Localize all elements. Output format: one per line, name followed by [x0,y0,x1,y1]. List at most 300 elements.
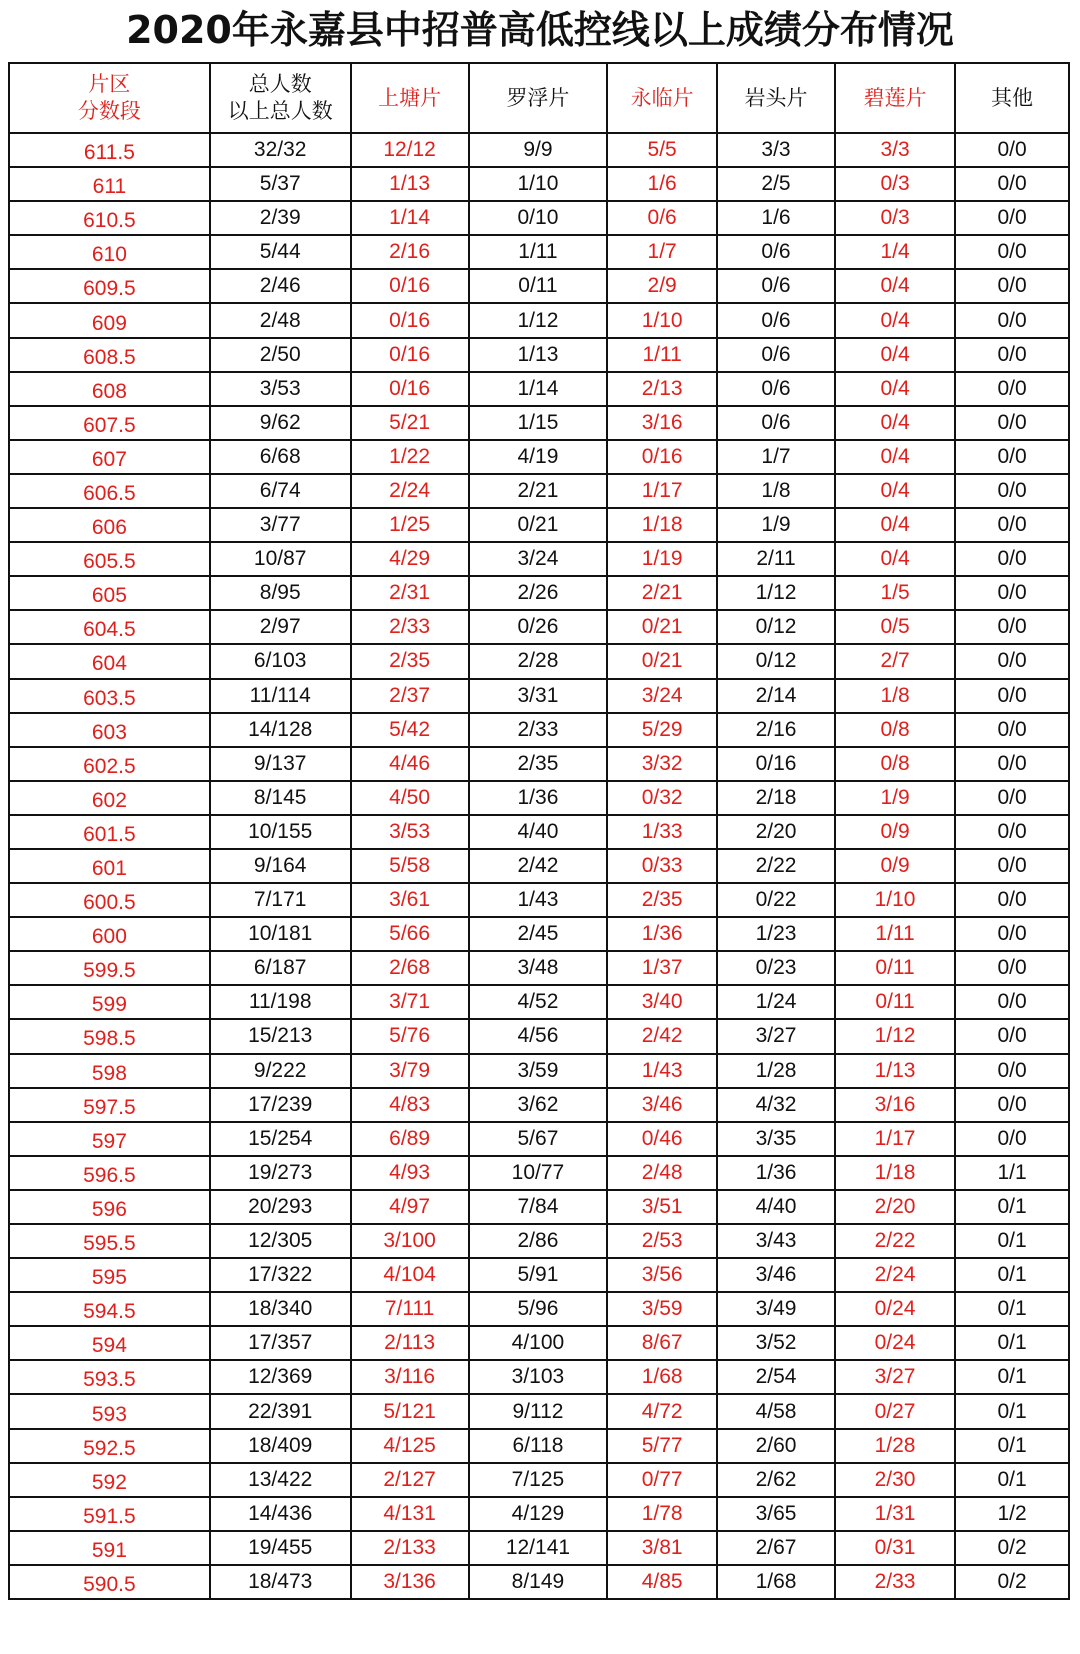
score-distribution-table-wrapper [8,62,1070,1600]
yonglin-cell: 1/10 [607,303,717,337]
other-cell: 0/0 [955,917,1069,951]
total-cell: 19/455 [210,1531,351,1565]
yonglin-cell: 5/77 [607,1429,717,1463]
yantou-cell: 0/6 [717,372,835,406]
bilian-cell: 0/8 [835,713,955,747]
bilian-cell: 0/4 [835,406,955,440]
bilian-cell: 0/27 [835,1394,955,1428]
other-cell: 0/0 [955,849,1069,883]
score-cell: 602 [9,781,210,815]
score-cell: 591 [9,1531,210,1565]
bilian-cell: 0/9 [835,849,955,883]
yantou-cell: 2/14 [717,679,835,713]
yantou-cell: 0/12 [717,610,835,644]
table-row [9,542,1069,576]
luofu-cell: 3/62 [469,1088,608,1122]
other-cell: 0/1 [955,1394,1069,1428]
luofu-cell: 4/100 [469,1326,608,1360]
shangtang-cell: 4/97 [351,1190,469,1224]
score-cell: 600.5 [9,883,210,917]
total-cell: 19/273 [210,1156,351,1190]
yantou-cell: 4/58 [717,1394,835,1428]
other-cell: 0/0 [955,644,1069,678]
score-cell: 604 [9,644,210,678]
table-row [9,201,1069,235]
score-cell: 592.5 [9,1429,210,1463]
yonglin-cell: 3/59 [607,1292,717,1326]
score-cell: 601 [9,849,210,883]
table-row [9,747,1069,781]
yantou-cell: 2/20 [717,815,835,849]
luofu-cell: 2/45 [469,917,608,951]
luofu-cell: 4/40 [469,815,608,849]
table-row [9,1497,1069,1531]
yantou-cell: 1/28 [717,1054,835,1088]
table-row [9,1292,1069,1326]
total-cell: 32/32 [210,133,351,167]
luofu-cell: 4/56 [469,1019,608,1053]
shangtang-cell: 2/33 [351,610,469,644]
yantou-cell: 1/12 [717,576,835,610]
other-cell: 0/0 [955,133,1069,167]
yonglin-cell: 3/32 [607,747,717,781]
bilian-cell: 1/4 [835,235,955,269]
score-cell: 606 [9,508,210,542]
total-cell: 2/97 [210,610,351,644]
total-cell: 9/62 [210,406,351,440]
yantou-cell: 3/43 [717,1224,835,1258]
yantou-cell: 0/6 [717,338,835,372]
yonglin-cell: 1/6 [607,167,717,201]
score-cell: 598.5 [9,1019,210,1053]
score-cell: 595 [9,1258,210,1292]
yantou-cell: 2/62 [717,1463,835,1497]
total-cell: 20/293 [210,1190,351,1224]
score-cell: 600 [9,917,210,951]
page-title: 2020年永嘉县中招普高低控线以上成绩分布情况 [126,8,954,52]
shangtang-cell: 0/16 [351,372,469,406]
table-row [9,1258,1069,1292]
total-cell: 11/114 [210,679,351,713]
shangtang-cell: 12/12 [351,133,469,167]
luofu-cell: 3/31 [469,679,608,713]
yonglin-cell: 5/5 [607,133,717,167]
other-cell: 0/0 [955,303,1069,337]
yonglin-cell: 0/6 [607,201,717,235]
other-cell: 0/0 [955,610,1069,644]
total-cell: 15/213 [210,1019,351,1053]
table-row [9,406,1069,440]
total-cell: 14/436 [210,1497,351,1531]
other-cell: 0/1 [955,1360,1069,1394]
score-cell: 601.5 [9,815,210,849]
score-cell: 603 [9,713,210,747]
bilian-cell: 1/8 [835,679,955,713]
other-cell: 0/0 [955,815,1069,849]
yonglin-cell: 3/40 [607,985,717,1019]
shangtang-cell: 4/131 [351,1497,469,1531]
yonglin-cell: 3/51 [607,1190,717,1224]
table-row [9,985,1069,1019]
shangtang-cell: 5/66 [351,917,469,951]
yantou-cell: 0/6 [717,269,835,303]
shangtang-cell: 2/113 [351,1326,469,1360]
total-cell: 7/171 [210,883,351,917]
bilian-cell: 0/8 [835,747,955,781]
shangtang-cell: 5/121 [351,1394,469,1428]
bilian-cell: 0/3 [835,201,955,235]
yantou-cell: 2/67 [717,1531,835,1565]
table-row [9,1326,1069,1360]
luofu-cell: 7/125 [469,1463,608,1497]
table-row [9,303,1069,337]
header-yantou: 岩头片 [717,63,835,133]
yantou-cell: 2/54 [717,1360,835,1394]
yantou-cell: 1/7 [717,440,835,474]
luofu-cell: 0/26 [469,610,608,644]
other-cell: 0/1 [955,1292,1069,1326]
score-cell: 610 [9,235,210,269]
total-cell: 15/254 [210,1122,351,1156]
score-cell: 604.5 [9,610,210,644]
table-row [9,917,1069,951]
yonglin-cell: 2/13 [607,372,717,406]
shangtang-cell: 2/133 [351,1531,469,1565]
score-cell: 608.5 [9,338,210,372]
shangtang-cell: 0/16 [351,269,469,303]
yantou-cell: 0/6 [717,303,835,337]
luofu-cell: 12/141 [469,1531,608,1565]
other-cell: 0/2 [955,1531,1069,1565]
header-total-line1: 总人数 [248,72,312,96]
total-cell: 10/87 [210,542,351,576]
score-cell: 595.5 [9,1224,210,1258]
other-cell: 0/0 [955,474,1069,508]
total-cell: 6/68 [210,440,351,474]
shangtang-cell: 1/22 [351,440,469,474]
yonglin-cell: 1/19 [607,542,717,576]
other-cell: 0/1 [955,1224,1069,1258]
bilian-cell: 0/4 [835,474,955,508]
score-cell: 609.5 [9,269,210,303]
total-cell: 9/222 [210,1054,351,1088]
total-cell: 11/198 [210,985,351,1019]
shangtang-cell: 2/127 [351,1463,469,1497]
luofu-cell: 6/118 [469,1429,608,1463]
yantou-cell: 3/3 [717,133,835,167]
table-row [9,1565,1069,1599]
yonglin-cell: 1/37 [607,951,717,985]
luofu-cell: 3/24 [469,542,608,576]
luofu-cell: 3/103 [469,1360,608,1394]
other-cell: 0/0 [955,1054,1069,1088]
yantou-cell: 0/16 [717,747,835,781]
yantou-cell: 2/60 [717,1429,835,1463]
other-cell: 0/0 [955,508,1069,542]
bilian-cell: 0/4 [835,440,955,474]
score-cell: 597.5 [9,1088,210,1122]
yonglin-cell: 1/17 [607,474,717,508]
yonglin-cell: 0/16 [607,440,717,474]
yantou-cell: 3/27 [717,1019,835,1053]
shangtang-cell: 7/111 [351,1292,469,1326]
total-cell: 18/340 [210,1292,351,1326]
other-cell: 1/2 [955,1497,1069,1531]
yonglin-cell: 1/43 [607,1054,717,1088]
table-row [9,1122,1069,1156]
luofu-cell: 0/21 [469,508,608,542]
yonglin-cell: 1/18 [607,508,717,542]
total-cell: 6/187 [210,951,351,985]
yonglin-cell: 2/42 [607,1019,717,1053]
yonglin-cell: 2/53 [607,1224,717,1258]
score-cell: 593 [9,1394,210,1428]
score-cell: 610.5 [9,201,210,235]
table-row [9,1360,1069,1394]
table-row [9,338,1069,372]
header-bilian: 碧莲片 [835,63,955,133]
luofu-cell: 2/86 [469,1224,608,1258]
yantou-cell: 3/35 [717,1122,835,1156]
score-cell: 607 [9,440,210,474]
header-shangtang: 上塘片 [351,63,469,133]
yonglin-cell: 5/29 [607,713,717,747]
shangtang-cell: 2/37 [351,679,469,713]
shangtang-cell: 4/46 [351,747,469,781]
score-cell: 592 [9,1463,210,1497]
luofu-cell: 1/13 [469,338,608,372]
header-luofu: 罗浮片 [469,63,608,133]
table-row [9,883,1069,917]
other-cell: 0/0 [955,440,1069,474]
yantou-cell: 1/6 [717,201,835,235]
score-cell: 602.5 [9,747,210,781]
other-cell: 0/0 [955,372,1069,406]
table-row [9,1190,1069,1224]
yonglin-cell: 0/21 [607,644,717,678]
shangtang-cell: 1/13 [351,167,469,201]
yonglin-cell: 2/48 [607,1156,717,1190]
score-cell: 609 [9,303,210,337]
yantou-cell: 2/18 [717,781,835,815]
total-cell: 2/50 [210,338,351,372]
table-row [9,1463,1069,1497]
other-cell: 0/0 [955,679,1069,713]
yonglin-cell: 1/33 [607,815,717,849]
table-row [9,133,1069,167]
shangtang-cell: 3/61 [351,883,469,917]
total-cell: 17/239 [210,1088,351,1122]
total-cell: 12/305 [210,1224,351,1258]
bilian-cell: 0/4 [835,372,955,406]
other-cell: 0/0 [955,883,1069,917]
bilian-cell: 3/27 [835,1360,955,1394]
yonglin-cell: 2/21 [607,576,717,610]
shangtang-cell: 4/93 [351,1156,469,1190]
header-row [9,63,1069,133]
luofu-cell: 0/10 [469,201,608,235]
bilian-cell: 0/3 [835,167,955,201]
score-cell: 611.5 [9,133,210,167]
luofu-cell: 1/11 [469,235,608,269]
yonglin-cell: 3/81 [607,1531,717,1565]
total-cell: 8/145 [210,781,351,815]
total-cell: 9/137 [210,747,351,781]
bilian-cell: 0/5 [835,610,955,644]
bilian-cell: 1/28 [835,1429,955,1463]
score-cell: 597 [9,1122,210,1156]
score-cell: 590.5 [9,1565,210,1599]
table-row [9,815,1069,849]
other-cell: 0/0 [955,951,1069,985]
other-cell: 1/1 [955,1156,1069,1190]
table-row [9,713,1069,747]
shangtang-cell: 1/14 [351,201,469,235]
yantou-cell: 1/68 [717,1565,835,1599]
yonglin-cell: 0/46 [607,1122,717,1156]
score-cell: 594 [9,1326,210,1360]
total-cell: 2/46 [210,269,351,303]
yonglin-cell: 4/85 [607,1565,717,1599]
bilian-cell: 0/9 [835,815,955,849]
table-row [9,372,1069,406]
yantou-cell: 4/40 [717,1190,835,1224]
table-body [9,133,1069,1599]
shangtang-cell: 4/50 [351,781,469,815]
header-total-line2: 以上总人数 [227,99,333,123]
other-cell: 0/1 [955,1190,1069,1224]
yantou-cell: 4/32 [717,1088,835,1122]
bilian-cell: 1/18 [835,1156,955,1190]
total-cell: 13/422 [210,1463,351,1497]
header-score-label: 分数段 [77,99,141,123]
yonglin-cell: 2/9 [607,269,717,303]
other-cell: 0/1 [955,1326,1069,1360]
other-cell: 0/0 [955,713,1069,747]
other-cell: 0/0 [955,781,1069,815]
yantou-cell: 3/52 [717,1326,835,1360]
luofu-cell: 7/84 [469,1190,608,1224]
total-cell: 6/74 [210,474,351,508]
shangtang-cell: 2/31 [351,576,469,610]
bilian-cell: 0/11 [835,951,955,985]
score-cell: 598 [9,1054,210,1088]
bilian-cell: 2/22 [835,1224,955,1258]
bilian-cell: 0/4 [835,542,955,576]
table-row [9,440,1069,474]
other-cell: 0/1 [955,1429,1069,1463]
luofu-cell: 9/112 [469,1394,608,1428]
yantou-cell: 2/11 [717,542,835,576]
total-cell: 17/322 [210,1258,351,1292]
bilian-cell: 0/4 [835,303,955,337]
shangtang-cell: 1/25 [351,508,469,542]
other-cell: 0/0 [955,1122,1069,1156]
total-cell: 3/77 [210,508,351,542]
score-cell: 607.5 [9,406,210,440]
other-cell: 0/0 [955,542,1069,576]
bilian-cell: 2/24 [835,1258,955,1292]
total-cell: 12/369 [210,1360,351,1394]
score-cell: 599 [9,985,210,1019]
luofu-cell: 3/59 [469,1054,608,1088]
header-other: 其他 [955,63,1069,133]
yantou-cell: 3/65 [717,1497,835,1531]
other-cell: 0/0 [955,201,1069,235]
luofu-cell: 2/28 [469,644,608,678]
shangtang-cell: 6/89 [351,1122,469,1156]
bilian-cell: 2/20 [835,1190,955,1224]
total-cell: 10/155 [210,815,351,849]
other-cell: 0/0 [955,576,1069,610]
yonglin-cell: 8/67 [607,1326,717,1360]
table-row [9,1019,1069,1053]
luofu-cell: 9/9 [469,133,608,167]
other-cell: 0/0 [955,1088,1069,1122]
table-row [9,781,1069,815]
yantou-cell: 1/8 [717,474,835,508]
header-yonglin: 永临片 [607,63,717,133]
bilian-cell: 0/31 [835,1531,955,1565]
score-cell: 599.5 [9,951,210,985]
yantou-cell: 1/9 [717,508,835,542]
shangtang-cell: 4/29 [351,542,469,576]
luofu-cell: 2/42 [469,849,608,883]
score-cell: 611 [9,167,210,201]
luofu-cell: 1/14 [469,372,608,406]
score-cell: 593.5 [9,1360,210,1394]
luofu-cell: 2/26 [469,576,608,610]
total-cell: 22/391 [210,1394,351,1428]
bilian-cell: 0/24 [835,1326,955,1360]
shangtang-cell: 2/68 [351,951,469,985]
yonglin-cell: 1/11 [607,338,717,372]
table-row [9,679,1069,713]
bilian-cell: 1/11 [835,917,955,951]
yonglin-cell: 1/7 [607,235,717,269]
bilian-cell: 0/4 [835,338,955,372]
yantou-cell: 3/49 [717,1292,835,1326]
luofu-cell: 1/15 [469,406,608,440]
shangtang-cell: 3/53 [351,815,469,849]
yonglin-cell: 1/36 [607,917,717,951]
total-cell: 18/473 [210,1565,351,1599]
table-row [9,269,1069,303]
other-cell: 0/2 [955,1565,1069,1599]
bilian-cell: 2/33 [835,1565,955,1599]
luofu-cell: 5/91 [469,1258,608,1292]
bilian-cell: 1/5 [835,576,955,610]
table-row [9,1054,1069,1088]
shangtang-cell: 3/100 [351,1224,469,1258]
table-row [9,1429,1069,1463]
yonglin-cell: 4/72 [607,1394,717,1428]
yantou-cell: 2/5 [717,167,835,201]
score-cell: 603.5 [9,679,210,713]
other-cell: 0/0 [955,235,1069,269]
table-row [9,474,1069,508]
luofu-cell: 4/52 [469,985,608,1019]
other-cell: 0/0 [955,269,1069,303]
table-row [9,849,1069,883]
yonglin-cell: 0/32 [607,781,717,815]
score-cell: 594.5 [9,1292,210,1326]
luofu-cell: 1/10 [469,167,608,201]
table-row [9,167,1069,201]
shangtang-cell: 4/125 [351,1429,469,1463]
total-cell: 9/164 [210,849,351,883]
table-row [9,1088,1069,1122]
